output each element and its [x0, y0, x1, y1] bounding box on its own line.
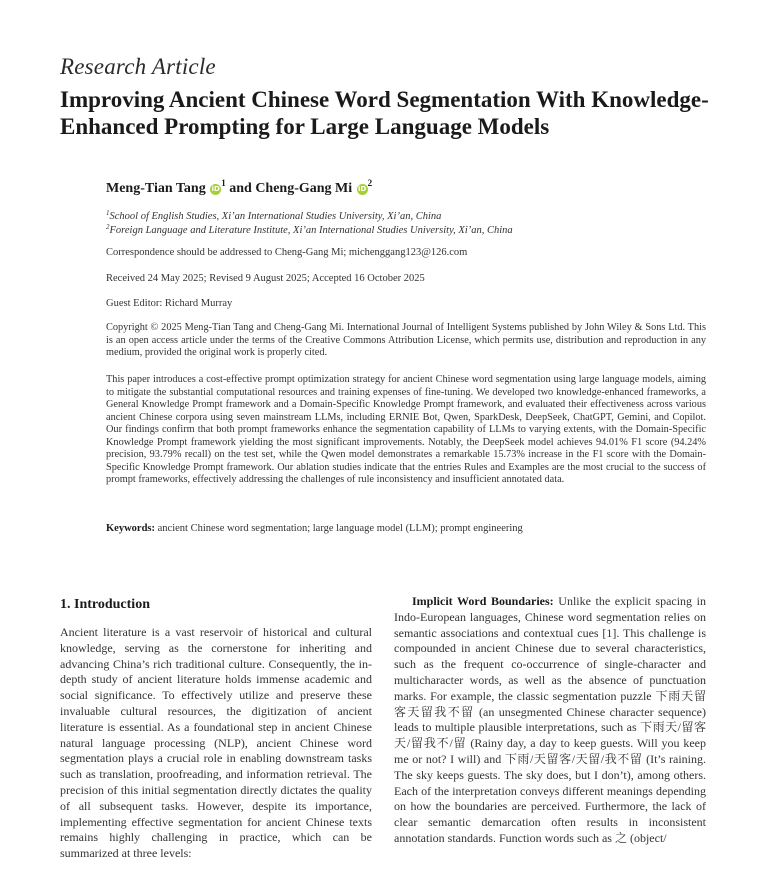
author-name[interactable]: Meng-Tian Tang [106, 181, 206, 196]
intro-left-column: Ancient literature is a vast reservoir of historical and cultural knowledge, serving as the cornerstone for inheriting and advancing China’s rich traditional culture. Consequently, the in-depth study of ancient literature holds immense academic and social significance. To effectively utilize and preserve these invaluable cultural resources, the digitization of ancient literature is essential. As a foundational step in ancient Chinese natural language processing (NLP), ancient Chinese word segmentation plays a crucial role in enabling downstream tasks such as translation, proofreading, and information retrieval. The precision of this initial segmentation directly dictates the quality of all subsequent tasks. However, despite its importance, implementing effective segmentation for ancient Chinese texts remains highly challenging in practice, which can be summarized at three levels: [60, 625, 372, 861]
author-line [106, 178, 372, 197]
paragraph-lead: Implicit Word Boundaries: [412, 594, 554, 608]
paper-title: Improving Ancient Chinese Word Segmentation With Knowledge-Enhanced Prompting for Large Language Models [60, 87, 709, 139]
copyright-notice: Copyright © 2025 Meng-Tian Tang and Cheng-Gang Mi. International Journal of Intelligent Systems published by John Wiley & Sons Ltd. This is an open access article under the terms of the Creative Commons Attribution License, which permits use, distribution and reproduction in any medium, provided the original work is properly cited. [106, 322, 706, 358]
guest-editor: Guest Editor: Richard Murray [106, 298, 233, 309]
keywords-list: ancient Chinese word segmentation; large language model (LLM); prompt engineering [157, 523, 523, 534]
article-type-label: Research Article [60, 54, 216, 79]
section-heading: 1. Introduction [60, 597, 150, 612]
affiliation-2: $^2$Foreign Language and Literature Institute, Xi’an International Studies University, Xi’an, China [106, 223, 513, 236]
orcid-icon[interactable]: iD [211, 185, 220, 193]
keywords [106, 523, 523, 534]
orcid-icon[interactable]: iD [358, 185, 367, 193]
affiliation-marker: 2 [367, 178, 373, 188]
intro-right-column [394, 594, 706, 847]
paragraph-text: Unlike the explicit spacing in Indo-European languages, Chinese word segmentation relies on semantic associations and contextual cues [1]. This challenge is compounded in ancient Chinese due to several characteristics, such as the frequent co-occurrence of single-character and multicharacter words, as well as the absence of punctuation marks. For example, the classic segmentation puzzle 下雨天留客天留我不留 (an unsegmented Chinese character sequence) leads to multiple plausible interpretations, such as 下雨天/留客天/留我不/留 (Rainy day, a day to keep guests. Will you keep me or not? I will) and 下雨/天留客/天留/我不留 (It’s raining. The sky keeps guests. The sky does, but I don’t), among others. Each of the interpretation conveys different meanings depending on how the boundaries are perceived. Furthermore, the lack of clear semantic demarcation often results in inconsistent annotation standards. Function words such as 之 (object/ [394, 594, 706, 845]
author-conjunction: and [229, 181, 252, 196]
abstract: This paper introduces a cost-effective prompt optimization strategy for ancient Chinese word segmentation using large language models, aiming to mitigate the substantial computational resources and training expenses of fine-tuning. We developed two knowledge-enhanced frameworks, a General Knowledge Prompt framework and a Domain-Specific Knowledge Prompt framework, and evaluated their effectiveness across various ancient Chinese corpora using seven mainstream LLMs, including ERNIE Bot, Qwen, SparkDesk, DeepSeek, ChatGPT, Gemini, and Copilot. Our findings confirm that both prompt frameworks enhance the segmentation capability of LLMs to varying extents, with the Domain-Specific Knowledge Prompt framework yielding the most significant improvements. Notably, the DeepSeek model achieves 94.01% F1 score (94.24% precision, 93.79% recall) on the test set, while the Qwen model demonstrates a remarkable 15.73% increase in the F1 score with the Domain-Specific Knowledge Prompt framework. Our ablation studies indicate that the entries Rules and Examples are the most crucial to the success of prompt frameworks, effectively addressing the challenges of rule inconsistency and insufficient annotated data. [106, 374, 706, 485]
author-name[interactable]: Cheng-Gang Mi [255, 181, 353, 196]
correspondence[interactable]: Correspondence should be addressed to Cheng-Gang Mi; michenggang123@126.com [106, 247, 468, 258]
affiliation-marker: 1 [221, 178, 226, 188]
publication-dates: Received 24 May 2025; Revised 9 August 2025; Accepted 16 October 2025 [106, 273, 425, 284]
affiliation-1: $^1$School of English Studies, Xi’an International Studies University, Xi’an, China [106, 209, 442, 222]
keywords-label: Keywords: [106, 523, 155, 534]
